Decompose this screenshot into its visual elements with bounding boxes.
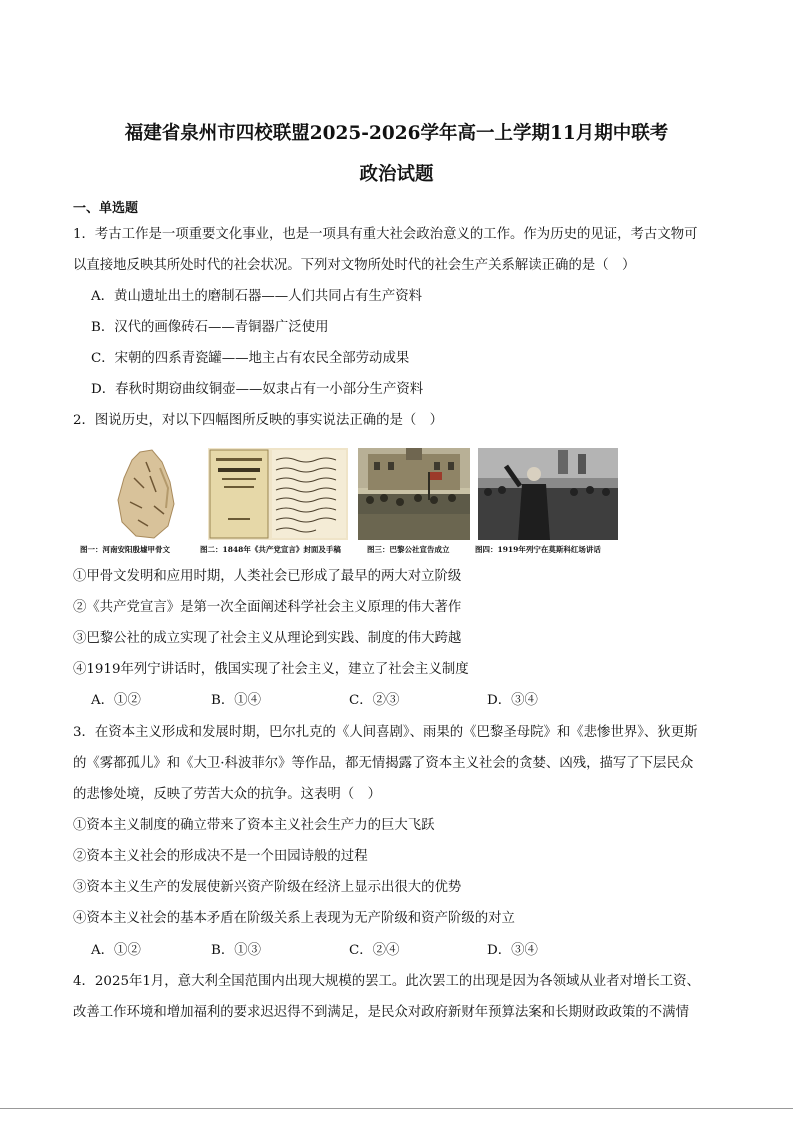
q3-statement-1: ①资本主义制度的确立带来了资本主义社会生产力的巨大飞跃 bbox=[73, 818, 435, 833]
q4-stem-line-1: 4．2025年1月，意大利全国范围内出现大规模的罢工。此次罢工的出现是因为各领域从业者对增长工资、 bbox=[73, 974, 700, 989]
q3-option-b: B．①③ bbox=[211, 943, 262, 958]
q2-stem: 2．图说历史，对以下四幅图所反映的事实说法正确的是（ ） bbox=[73, 413, 444, 428]
q1-stem-line-2: 以直接地反映其所处时代的社会状况。下列对文物所处时代的社会生产关系解读正确的是（ ） bbox=[73, 258, 636, 273]
q2-option-c: C．②③ bbox=[349, 693, 400, 708]
q2-option-a: A．①② bbox=[91, 693, 141, 708]
q3-statement-4: ④资本主义社会的基本矛盾在阶级关系上表现为无产阶级和资产阶级的对立 bbox=[73, 911, 515, 926]
q2-option-d: D．③④ bbox=[487, 693, 538, 708]
oracle-bone-image bbox=[110, 448, 182, 540]
q1-stem-line-1: 1．考古工作是一项重要文化事业，也是一项具有重大社会政治意义的工作。作为历史的见证，考古文物可 bbox=[73, 227, 698, 242]
figure-caption-1: 图一：河南安阳殷墟甲骨文 bbox=[80, 545, 170, 554]
section-heading: 一、单选题 bbox=[73, 201, 139, 216]
q3-option-d: D．③④ bbox=[487, 943, 538, 958]
q2-statement-4: ④1919年列宁讲话时，俄国实现了社会主义，建立了社会主义制度 bbox=[73, 662, 469, 677]
q2-figure-row bbox=[80, 448, 640, 558]
q4-stem-line-2: 改善工作环境和增加福利的要求迟迟得不到满足，是民众对政府新财年预算法案和长期财政政策的不满情 bbox=[73, 1005, 689, 1020]
q2-statement-3: ③巴黎公社的成立实现了社会主义从理论到实践、制度的伟大跨越 bbox=[73, 631, 462, 646]
q3-option-a: A．①② bbox=[91, 943, 141, 958]
figure-caption-4: 图四：1919年列宁在莫斯科红场讲话 bbox=[475, 545, 601, 554]
figure-caption-2: 图二：1848年《共产党宣言》封面及手稿 bbox=[200, 545, 341, 554]
q1-option-c: C．宋朝的四系青瓷罐——地主占有农民全部劳动成果 bbox=[91, 351, 410, 366]
page-subtitle: 政治试题 bbox=[359, 164, 434, 185]
page-footer-divider bbox=[0, 1108, 793, 1109]
q3-statement-2: ②资本主义社会的形成决不是一个田园诗般的过程 bbox=[73, 849, 368, 864]
paris-commune-image bbox=[358, 448, 470, 540]
q1-option-b: B．汉代的画像砖石——青铜器广泛使用 bbox=[91, 320, 329, 335]
q1-option-a: A．黄山遗址出土的磨制石器——人们共同占有生产资料 bbox=[91, 289, 423, 304]
q3-statement-3: ③资本主义生产的发展使新兴资产阶级在经济上显示出很大的优势 bbox=[73, 880, 462, 895]
figure-caption-3: 图三：巴黎公社宣告成立 bbox=[367, 545, 450, 554]
lenin-speech-image bbox=[478, 448, 618, 540]
q2-option-b: B．①④ bbox=[211, 693, 262, 708]
q2-statement-1: ①甲骨文发明和应用时期，人类社会已形成了最早的两大对立阶级 bbox=[73, 569, 462, 584]
q3-stem-line-2: 的《雾都孤儿》和《大卫·科波菲尔》等作品，都无情揭露了资本主义社会的贪婪、凶残，描写了下层民众 bbox=[73, 756, 694, 771]
q1-option-d: D．春秋时期窃曲纹铜壶——奴隶占有一小部分生产资料 bbox=[91, 382, 424, 397]
page-title: 福建省泉州市四校联盟2025-2026学年高一上学期11月期中联考 bbox=[124, 123, 669, 144]
q3-stem-line-1: 3．在资本主义形成和发展时期，巴尔扎克的《人间喜剧》、雨果的《巴黎圣母院》和《悲惨世界》、狄更斯 bbox=[73, 725, 698, 740]
q3-option-c: C．②④ bbox=[349, 943, 400, 958]
q3-stem-line-3: 的悲惨处境，反映了劳苦大众的抗争。这表明（ ） bbox=[73, 787, 381, 802]
q2-statement-2: ②《共产党宣言》是第一次全面阐述科学社会主义原理的伟大著作 bbox=[73, 600, 462, 615]
manifesto-image bbox=[208, 448, 348, 540]
